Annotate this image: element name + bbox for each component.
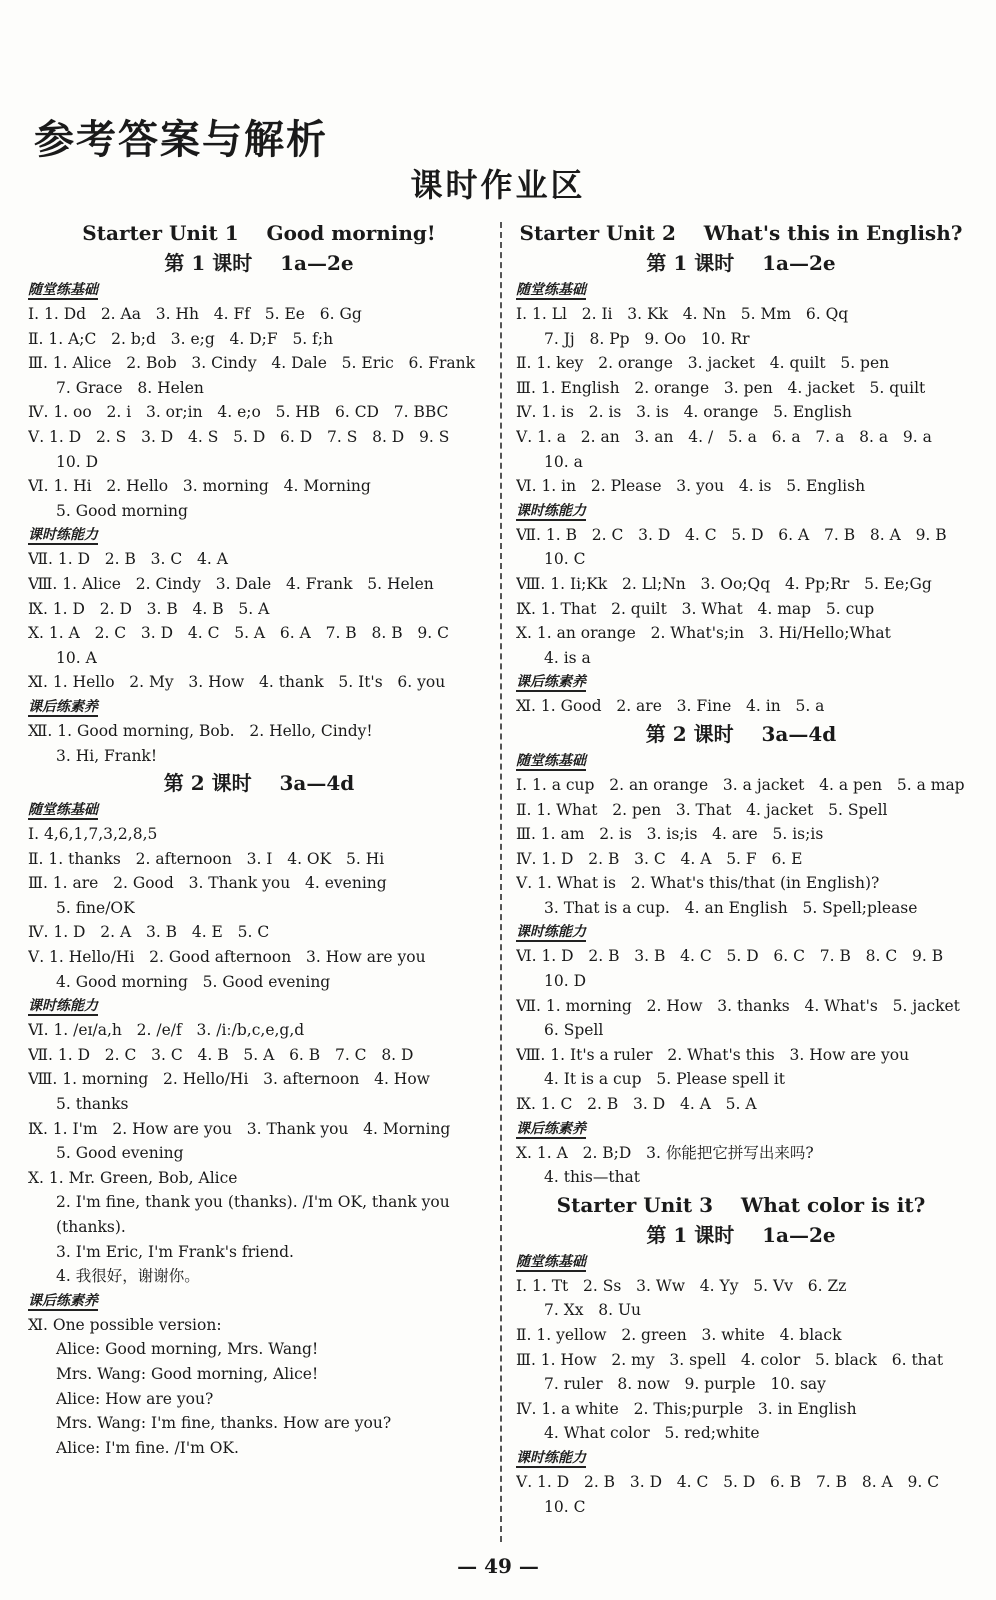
lesson-title: 第 2 课时 3a—4d	[645, 721, 837, 746]
answer-line: Ⅱ. 1. yellow 2. green 3. white 4. black	[516, 1326, 842, 1344]
answer-line: 7. Grace 8. Helen	[56, 378, 204, 397]
answer-line: 3. Hi, Frank!	[56, 746, 158, 765]
section-tag: 课时练能力	[516, 1449, 586, 1466]
right-column	[516, 218, 966, 1519]
answer-line: 10. D	[56, 452, 99, 471]
section-tag: 课时练能力	[516, 502, 586, 519]
answer-line: Ⅸ. 1. I'm 2. How are you 3. Thank you 4. Morning	[28, 1119, 451, 1138]
answer-block	[28, 1313, 490, 1461]
section-tag: 课后练素养	[28, 1292, 98, 1309]
answer-line: Ⅶ. 1. morning 2. How 3. thanks 4. What's 5. jacket	[516, 996, 960, 1015]
answer-block	[516, 1141, 966, 1190]
answer-line: Ⅰ. 4,6,1,7,3,2,8,5	[28, 825, 158, 844]
answer-block	[516, 944, 966, 1116]
answer-line: Alice: Good morning, Mrs. Wang!	[56, 1340, 319, 1359]
answer-line: 5. thanks	[56, 1095, 129, 1114]
answer-line: Ⅳ. 1. is 2. is 3. is 4. orange 5. English	[516, 403, 852, 422]
answer-line: Ⅺ. 1. Good 2. are 3. Fine 4. in 5. a	[516, 697, 825, 716]
answer-line: 6. Spell	[544, 1021, 604, 1040]
section-tag: 课时练能力	[28, 998, 98, 1015]
answer-line: Ⅸ. 1. D 2. D 3. B 4. B 5. A	[28, 599, 270, 618]
answer-line: 4. this—that	[544, 1168, 641, 1187]
answer-line: Ⅷ. 1. morning 2. Hello/Hi 3. afternoon 4. How	[28, 1070, 430, 1089]
answer-block	[516, 302, 966, 499]
answer-block	[516, 523, 966, 671]
left-column	[28, 218, 490, 1460]
answer-block	[516, 773, 966, 921]
answer-line: Mrs. Wang: Good morning, Alice!	[56, 1364, 319, 1383]
answer-block	[28, 719, 490, 768]
answer-line: 5. Good morning	[56, 501, 188, 520]
answer-line: 7. Jj 8. Pp 9. Oo 10. Rr	[544, 329, 750, 348]
answer-line: Ⅴ. 1. What is 2. What's this/that (in English)?	[516, 874, 880, 893]
unit-title: Starter Unit 3 What color is it?	[556, 1192, 926, 1217]
answer-line: Ⅸ. 1. C 2. B 3. D 4. A 5. A	[516, 1095, 757, 1114]
lesson-title: 第 1 课时 1a—2e	[646, 1222, 836, 1247]
answer-line: Ⅷ. 1. Alice 2. Cindy 3. Dale 4. Frank 5. Helen	[28, 574, 434, 593]
answer-line: Ⅱ. 1. thanks 2. afternoon 3. I 4. OK 5. Hi	[28, 849, 385, 868]
lesson-title: 第 1 课时 1a—2e	[646, 251, 836, 275]
answer-block	[28, 302, 490, 523]
unit-title: Starter Unit 1 Good morning!	[82, 221, 436, 245]
answer-line: Ⅳ. 1. oo 2. i 3. or;in 4. e;o 5. HB 6. CD 7. BBC	[28, 403, 449, 422]
section-tag: 随堂练基础	[516, 282, 586, 298]
answer-line: Ⅷ. 1. It's a ruler 2. What's this 3. How are you	[516, 1045, 910, 1064]
answer-line: 2. I'm fine, thank you (thanks). /I'm OK, thank you	[56, 1193, 450, 1212]
answer-line: Ⅸ. 1. That 2. quilt 3. What 4. map 5. cup	[516, 599, 875, 618]
answer-line: Ⅱ. 1. key 2. orange 3. jacket 4. quilt 5. pen	[516, 354, 890, 373]
answer-line: 4. 我很好，谢谢你。	[56, 1267, 200, 1286]
answer-line: Ⅻ. 1. Good morning, Bob. 2. Hello, Cindy!	[28, 721, 373, 740]
section-tag: 课时练能力	[516, 924, 586, 941]
answer-line: Ⅳ. 1. D 2. B 3. C 4. A 5. F 6. E	[516, 849, 803, 868]
answer-line: Ⅹ. 1. Mr. Green, Bob, Alice	[28, 1168, 238, 1187]
answer-block	[28, 547, 490, 695]
answer-line: 10. D	[544, 972, 587, 991]
lesson-title: 第 2 课时 3a—4d	[163, 771, 355, 796]
section-tag: 课后练素养	[516, 1120, 586, 1137]
answer-line: 3. That is a cup. 4. an English 5. Spell;please	[544, 898, 918, 917]
section-tag: 课时练能力	[28, 527, 98, 544]
answer-line: Ⅲ. 1. How 2. my 3. spell 4. color 5. black 6. that	[516, 1350, 944, 1369]
answer-line: Ⅰ. 1. Dd 2. Aa 3. Hh 4. Ff 5. Ee 6. Gg	[28, 305, 362, 323]
section-tag: 课后练素养	[28, 698, 98, 715]
section-tag: 随堂练基础	[28, 802, 98, 819]
answer-line: Alice: How are you?	[56, 1389, 214, 1408]
answer-line: Ⅷ. 1. Ii;Kk 2. Ll;Nn 3. Oo;Qq 4. Pp;Rr 5. Ee;Gg	[516, 574, 932, 593]
answer-block	[516, 694, 966, 719]
answer-line: 10. C	[544, 1497, 586, 1516]
answer-line: Ⅲ. 1. Alice 2. Bob 3. Cindy 4. Dale 5. Eric 6. Frank	[28, 354, 476, 373]
section-tag: 随堂练基础	[516, 752, 586, 769]
answer-line: Ⅵ. 1. Hi 2. Hello 3. morning 4. Morning	[28, 477, 371, 496]
answer-line: Ⅴ. 1. Hello/Hi 2. Good afternoon 3. How are you	[28, 948, 426, 967]
answer-line: Ⅹ. 1. A 2. B;D 3. 你能把它拼写出来吗?	[516, 1143, 814, 1162]
answer-block	[28, 822, 490, 994]
unit-title: Starter Unit 2 What's this in English?	[519, 221, 963, 245]
answer-line: (thanks).	[56, 1218, 126, 1236]
answer-line: 7. ruler 8. now 9. purple 10. say	[544, 1375, 826, 1394]
answer-line: Ⅴ. 1. D 2. S 3. D 4. S 5. D 6. D 7. S 8. D 9. S	[28, 427, 450, 446]
answer-line: Ⅵ. 1. D 2. B 3. B 4. C 5. D 6. C 7. B 8. C 9. B	[516, 947, 944, 966]
answer-line: Ⅱ. 1. What 2. pen 3. That 4. jacket 5. Spell	[516, 800, 888, 819]
answer-line: Ⅲ. 1. English 2. orange 3. pen 4. jacket 5. quilt	[516, 378, 926, 397]
answer-line: Mrs. Wang: I'm fine, thanks. How are you?	[56, 1414, 392, 1433]
answer-line: Ⅵ. 1. in 2. Please 3. you 4. is 5. English	[516, 477, 866, 496]
answer-line: Ⅰ. 1. Ll 2. Ii 3. Kk 4. Nn 5. Mm 6. Qq	[516, 305, 849, 323]
answer-line: Ⅶ. 1. B 2. C 3. D 4. C 5. D 6. A 7. B 8. A 9. B	[516, 525, 947, 544]
answer-line: Alice: I'm fine. /I'm OK.	[56, 1438, 239, 1457]
answer-line: 5. Good evening	[56, 1144, 184, 1163]
answer-block	[516, 1274, 966, 1446]
answer-line: Ⅰ. 1. a cup 2. an orange 3. a jacket 4. a pen 5. a map	[516, 775, 965, 794]
answer-line: Ⅲ. 1. are 2. Good 3. Thank you 4. evening	[28, 874, 387, 893]
answer-line: 5. fine/OK	[56, 898, 135, 917]
answer-line: Ⅹ. 1. A 2. C 3. D 4. C 5. A 6. A 7. B 8. B 9. C	[28, 624, 449, 643]
answer-line: Ⅳ. 1. a white 2. This;purple 3. in English	[516, 1399, 857, 1418]
answer-line: Ⅱ. 1. A;C 2. b;d 3. e;g 4. D;F 5. f;h	[28, 329, 334, 348]
answer-line: 10. C	[544, 550, 586, 569]
answer-line: Ⅶ. 1. D 2. B 3. C 4. A	[28, 550, 228, 569]
answer-line: Ⅹ. 1. an orange 2. What's;in 3. Hi/Hello;What	[516, 624, 891, 643]
section-tag: 课后练素养	[516, 674, 586, 691]
main-title: 参考答案与解析	[34, 117, 328, 163]
answer-line: Ⅲ. 1. am 2. is 3. is;is 4. are 5. is;is	[516, 825, 824, 844]
answer-line: 10. a	[544, 452, 583, 471]
column-divider	[500, 222, 502, 1542]
answer-line: Ⅳ. 1. D 2. A 3. B 4. E 5. C	[28, 923, 270, 942]
section-title: 课时作业区	[410, 166, 586, 204]
answer-line: 4. Good morning 5. Good evening	[56, 972, 331, 991]
answer-block	[28, 1018, 490, 1289]
section-tag: 随堂练基础	[516, 1253, 586, 1270]
answer-block	[516, 1470, 966, 1519]
answer-line: Ⅺ. 1. Hello 2. My 3. How 4. thank 5. It's 6. you	[28, 673, 446, 692]
answer-line: 10. A	[56, 648, 97, 667]
answer-line: Ⅵ. 1. /eɪ/a,h 2. /e/f 3. /iː/b,c,e,g,d	[28, 1021, 305, 1040]
answer-line: 7. Xx 8. Uu	[544, 1301, 642, 1320]
answer-line: Ⅴ. 1. a 2. an 3. an 4. / 5. a 6. a 7. a 8. a 9. a	[516, 427, 932, 446]
answer-line: Ⅶ. 1. D 2. C 3. C 4. B 5. A 6. B 7. C 8. D	[28, 1045, 414, 1064]
answer-line: Ⅺ. One possible version:	[28, 1315, 222, 1334]
section-tag: 随堂练基础	[28, 282, 98, 298]
answer-line: 3. I'm Eric, I'm Frank's friend.	[56, 1242, 294, 1261]
answer-line: Ⅰ. 1. Tt 2. Ss 3. Ww 4. Yy 5. Vv 6. Zz	[516, 1276, 847, 1295]
answer-line: 4. is a	[544, 648, 591, 667]
answer-line: 4. What color 5. red;white	[544, 1424, 760, 1443]
answer-line: Ⅴ. 1. D 2. B 3. D 4. C 5. D 6. B 7. B 8. A 9. C	[516, 1472, 940, 1491]
page-number: — 49 —	[457, 1554, 539, 1578]
answer-line: 4. It is a cup 5. Please spell it	[544, 1070, 786, 1089]
lesson-title: 第 1 课时 1a—2e	[164, 251, 354, 275]
